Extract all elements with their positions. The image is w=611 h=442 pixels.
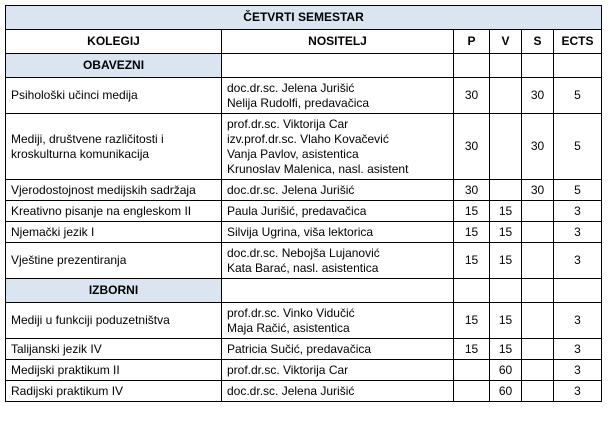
empty-cell xyxy=(490,279,522,303)
schedule-table xyxy=(5,5,602,402)
hours-ects: 5 xyxy=(554,180,602,201)
table-row xyxy=(6,180,602,201)
hours-v: 15 xyxy=(490,339,522,360)
hours-v: 15 xyxy=(490,303,522,339)
section-row xyxy=(6,54,602,78)
lecturer-name: doc.dr.sc. Jelena Jurišić xyxy=(227,182,355,197)
lecturer-cell xyxy=(222,114,454,180)
header-row xyxy=(6,30,602,54)
hours-ects: 3 xyxy=(554,243,602,279)
hours-s: 30 xyxy=(522,114,554,180)
lecturer-cell xyxy=(222,339,454,360)
hours-p: 30 xyxy=(454,114,490,180)
header-p: P xyxy=(454,30,490,54)
hours-p: 30 xyxy=(454,78,490,114)
course-name: Njemački jezik I xyxy=(6,222,222,243)
empty-cell xyxy=(554,279,602,303)
empty-cell xyxy=(554,54,602,78)
schedule-container xyxy=(5,5,602,402)
hours-v: 60 xyxy=(490,360,522,381)
hours-s xyxy=(522,243,554,279)
hours-ects: 3 xyxy=(554,303,602,339)
title-row xyxy=(6,6,602,30)
course-name: Mediji, društvene različitosti i kroskulturna komunikacija xyxy=(6,114,222,180)
lecturer-cell xyxy=(222,180,454,201)
hours-p: 15 xyxy=(454,201,490,222)
lecturer-name: Kata Barać, nasl. asistentica xyxy=(227,260,379,275)
lecturer-name: Vanja Pavlov, asistentica xyxy=(227,146,359,161)
empty-cell xyxy=(454,54,490,78)
hours-ects: 5 xyxy=(554,78,602,114)
hours-v: 15 xyxy=(490,201,522,222)
hours-s: 30 xyxy=(522,78,554,114)
lecturer-name: Silvija Ugrina, viša lektorica xyxy=(227,224,374,239)
hours-p: 15 xyxy=(454,222,490,243)
hours-p xyxy=(454,360,490,381)
lecturer-cell xyxy=(222,381,454,402)
lecturer-name: doc.dr.sc. Jelena Jurišić xyxy=(227,80,355,95)
header-course: KOLEGIJ xyxy=(6,30,222,54)
hours-v: 15 xyxy=(490,243,522,279)
hours-v xyxy=(490,78,522,114)
empty-cell xyxy=(222,279,454,303)
empty-cell xyxy=(522,54,554,78)
empty-cell xyxy=(222,54,454,78)
table-row xyxy=(6,381,602,402)
hours-v xyxy=(490,180,522,201)
lecturer-cell xyxy=(222,201,454,222)
hours-p: 30 xyxy=(454,180,490,201)
course-name: Vještine prezentiranja xyxy=(6,243,222,279)
empty-cell xyxy=(522,279,554,303)
lecturer-cell xyxy=(222,78,454,114)
course-name: Psihološki učinci medija xyxy=(6,78,222,114)
hours-s xyxy=(522,222,554,243)
table-row xyxy=(6,243,602,279)
lecturer-name: prof.dr.sc. Viktorija Car xyxy=(227,362,349,377)
lecturer-cell xyxy=(222,222,454,243)
lecturer-cell xyxy=(222,360,454,381)
empty-cell xyxy=(454,279,490,303)
course-name: Kreativno pisanje na engleskom II xyxy=(6,201,222,222)
header-s: S xyxy=(522,30,554,54)
semester-title: ČETVRTI SEMESTAR xyxy=(6,6,602,30)
section-label: OBAVEZNI xyxy=(6,54,222,78)
hours-ects: 3 xyxy=(554,360,602,381)
hours-ects: 3 xyxy=(554,222,602,243)
section-label: IZBORNI xyxy=(6,279,222,303)
hours-v xyxy=(490,114,522,180)
hours-p: 15 xyxy=(454,303,490,339)
hours-v: 60 xyxy=(490,381,522,402)
lecturer-name: doc.dr.sc. Nebojša Lujanović xyxy=(227,245,380,260)
hours-s xyxy=(522,360,554,381)
header-ects: ECTS xyxy=(554,30,602,54)
lecturer-name: Krunoslav Malenica, nasl. asistent xyxy=(227,161,409,176)
hours-p: 15 xyxy=(454,243,490,279)
table-row xyxy=(6,303,602,339)
lecturer-name: prof.dr.sc. Viktorija Car xyxy=(227,116,349,131)
hours-p: 15 xyxy=(454,339,490,360)
table-row xyxy=(6,201,602,222)
lecturer-name: izv.prof.dr.sc. Vlaho Kovačević xyxy=(227,131,389,146)
course-name: Mediji u funkciji poduzetništva xyxy=(6,303,222,339)
hours-s: 30 xyxy=(522,180,554,201)
table-row xyxy=(6,339,602,360)
hours-s xyxy=(522,303,554,339)
course-name: Talijanski jezik IV xyxy=(6,339,222,360)
header-v: V xyxy=(490,30,522,54)
course-name: Vjerodostojnost medijskih sadržaja xyxy=(6,180,222,201)
lecturer-name: doc.dr.sc. Jelena Jurišić xyxy=(227,383,355,398)
hours-p xyxy=(454,381,490,402)
section-row xyxy=(6,279,602,303)
lecturer-name: Patricia Sučić, predavačica xyxy=(227,341,372,356)
empty-cell xyxy=(490,54,522,78)
lecturer-name: Nelija Rudolfi, predavačica xyxy=(227,95,370,110)
hours-ects: 5 xyxy=(554,114,602,180)
table-row xyxy=(6,360,602,381)
hours-v: 15 xyxy=(490,222,522,243)
header-lecturer: NOSITELJ xyxy=(222,30,454,54)
table-row xyxy=(6,114,602,180)
lecturer-cell xyxy=(222,303,454,339)
hours-s xyxy=(522,381,554,402)
hours-ects: 3 xyxy=(554,381,602,402)
lecturer-name: Maja Račić, asistentica xyxy=(227,320,350,335)
lecturer-name: Paula Jurišić, predavačica xyxy=(227,203,367,218)
hours-ects: 3 xyxy=(554,201,602,222)
table-row xyxy=(6,222,602,243)
hours-s xyxy=(522,339,554,360)
course-name: Radijski praktikum IV xyxy=(6,381,222,402)
lecturer-name: prof.dr.sc. Vinko Vidučić xyxy=(227,305,355,320)
hours-ects: 3 xyxy=(554,339,602,360)
lecturer-cell xyxy=(222,243,454,279)
hours-s xyxy=(522,201,554,222)
table-row xyxy=(6,78,602,114)
course-name: Medijski praktikum II xyxy=(6,360,222,381)
